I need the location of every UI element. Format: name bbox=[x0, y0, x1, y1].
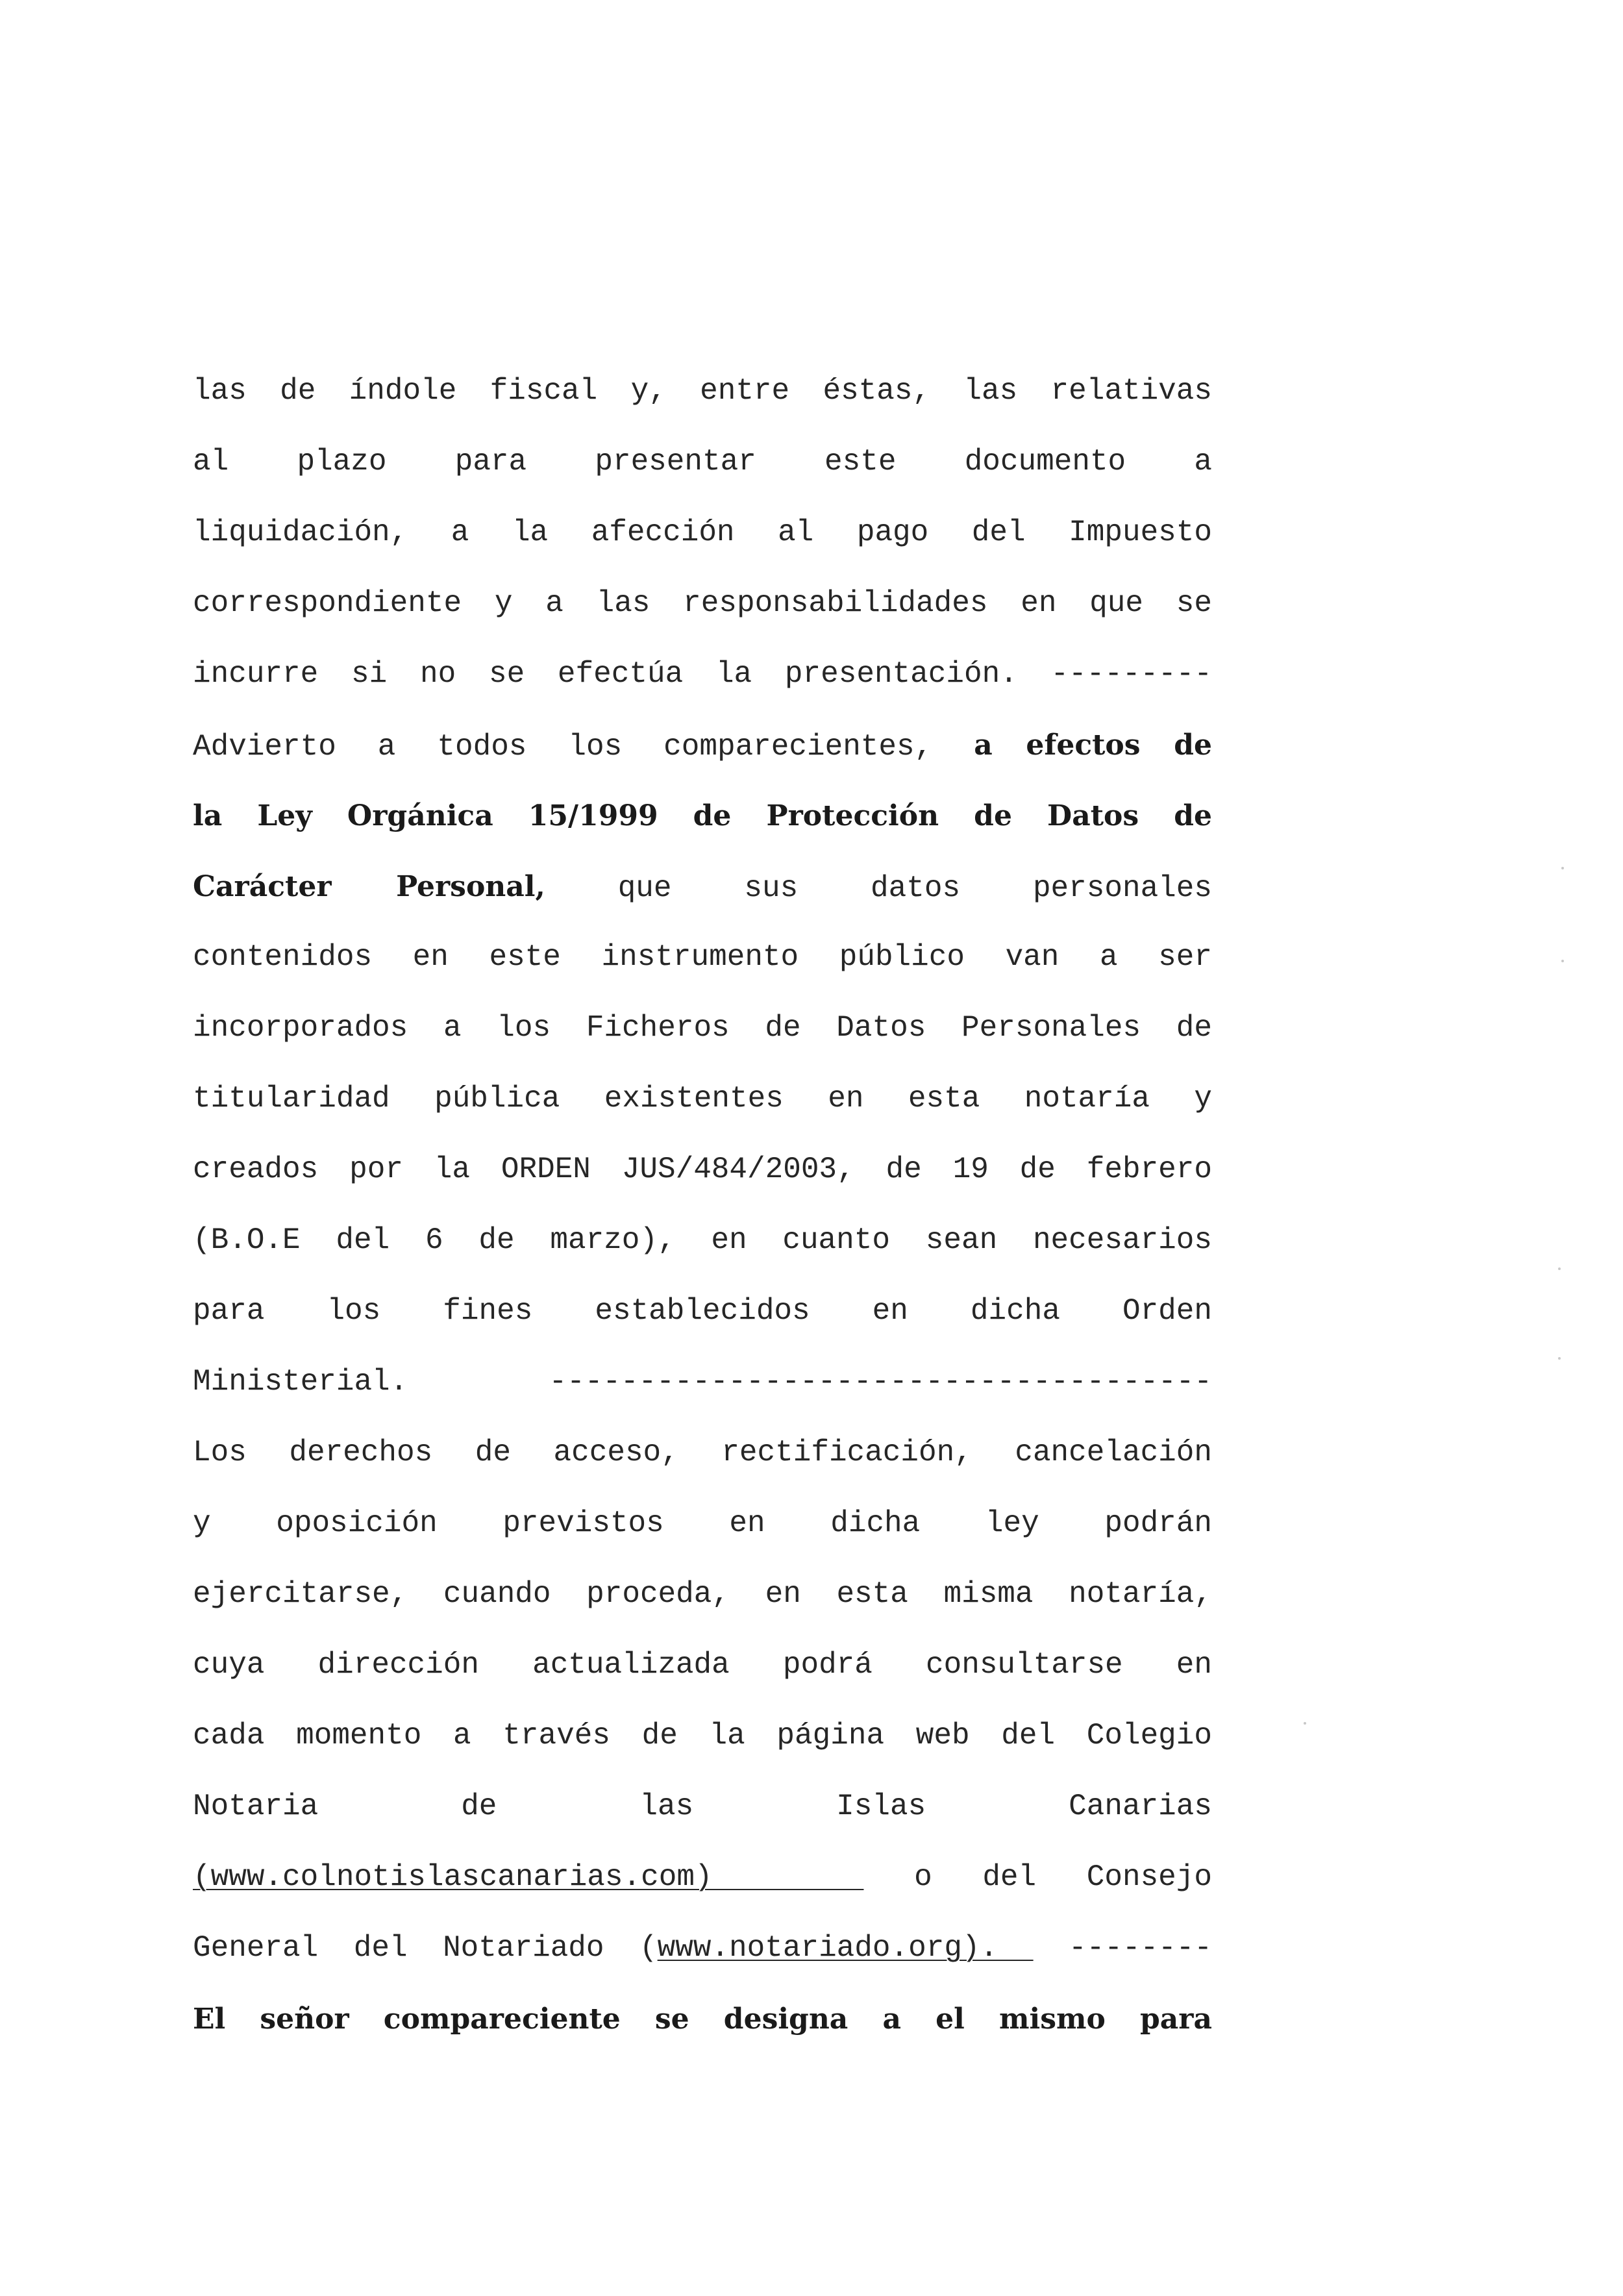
text-line bbox=[193, 1913, 1212, 1984]
text-line bbox=[193, 993, 1212, 1064]
text-segment: cada momento a través de la página web del Colegio bbox=[193, 1719, 1212, 1753]
text-segment: las de índole fiscal y, entre éstas, las relativas bbox=[193, 374, 1212, 408]
text-line bbox=[193, 1559, 1212, 1630]
text-segment: titularidad pública existentes en esta notaría y bbox=[193, 1082, 1212, 1116]
text-segment: Advierto a todos los comparecientes, bbox=[193, 730, 974, 764]
text-line bbox=[193, 1417, 1212, 1488]
document-body bbox=[193, 356, 1212, 2054]
text-line bbox=[193, 356, 1212, 427]
text-line bbox=[193, 1984, 1212, 2054]
text-segment: contenidos en este instrumento público van a ser bbox=[193, 940, 1212, 974]
text-segment: cuya dirección actualizada podrá consultarse en bbox=[193, 1648, 1212, 1682]
text-line bbox=[193, 1488, 1212, 1559]
text-line bbox=[193, 639, 1212, 710]
bold-text: a efectos de bbox=[974, 729, 1212, 762]
text-line bbox=[193, 1630, 1212, 1701]
url-text: (www.colnotislascanarias.com) bbox=[193, 1860, 864, 1894]
text-segment: Notaria de las Islas Canarias bbox=[193, 1790, 1212, 1823]
text-line bbox=[193, 1205, 1212, 1276]
margin-mark bbox=[1558, 1267, 1561, 1270]
text-segment: Ministerial. ------------------------------------- bbox=[193, 1365, 1212, 1399]
text-line bbox=[193, 497, 1212, 568]
text-line bbox=[193, 1842, 1212, 1913]
text-line bbox=[193, 1701, 1212, 1771]
text-segment: incurre si no se efectúa la presentación. --------- bbox=[193, 657, 1212, 691]
text-segment: liquidación, a la afección al pago del Impuesto bbox=[193, 516, 1212, 549]
text-segment: Los derechos de acceso, rectificación, cancelación bbox=[193, 1436, 1212, 1469]
text-segment: al plazo para presentar este documento a bbox=[193, 445, 1212, 479]
url-text: www.notariado.org). bbox=[657, 1931, 1034, 1965]
text-line bbox=[193, 710, 1212, 780]
margin-mark bbox=[1558, 1357, 1561, 1360]
text-line bbox=[193, 1134, 1212, 1205]
text-line bbox=[193, 427, 1212, 497]
margin-mark bbox=[1304, 1722, 1306, 1725]
text-segment: -------- bbox=[1033, 1931, 1212, 1965]
text-line bbox=[193, 1771, 1212, 1842]
text-line bbox=[193, 1064, 1212, 1134]
text-segment: General del Notariado ( bbox=[193, 1931, 658, 1965]
bold-text: Carácter Personal, bbox=[193, 870, 545, 903]
bold-text: El señor compareciente se designa a el mismo para bbox=[193, 2003, 1212, 2036]
text-segment: que sus datos personales bbox=[545, 871, 1212, 905]
text-line bbox=[193, 1276, 1212, 1347]
text-line bbox=[193, 922, 1212, 993]
text-segment: creados por la ORDEN JUS/484/2003, de 19 de febrero bbox=[193, 1153, 1212, 1186]
text-segment: o del Consejo bbox=[863, 1860, 1212, 1894]
text-line bbox=[193, 1347, 1212, 1417]
text-segment: para los fines establecidos en dicha Orden bbox=[193, 1294, 1212, 1328]
margin-mark bbox=[1561, 960, 1564, 962]
text-segment: (B.O.E del 6 de marzo), en cuanto sean necesarios bbox=[193, 1223, 1212, 1257]
text-line bbox=[193, 851, 1212, 922]
margin-mark bbox=[1561, 867, 1564, 869]
text-segment: ejercitarse, cuando proceda, en esta misma notaría, bbox=[193, 1577, 1212, 1611]
bold-text: la Ley Orgánica 15/1999 de Protección de Datos de bbox=[193, 799, 1212, 832]
text-line bbox=[193, 780, 1212, 851]
text-segment: incorporados a los Ficheros de Datos Personales de bbox=[193, 1011, 1212, 1045]
text-segment: correspondiente y a las responsabilidades en que se bbox=[193, 586, 1212, 620]
text-line bbox=[193, 568, 1212, 639]
text-segment: y oposición previstos en dicha ley podrán bbox=[193, 1506, 1212, 1540]
